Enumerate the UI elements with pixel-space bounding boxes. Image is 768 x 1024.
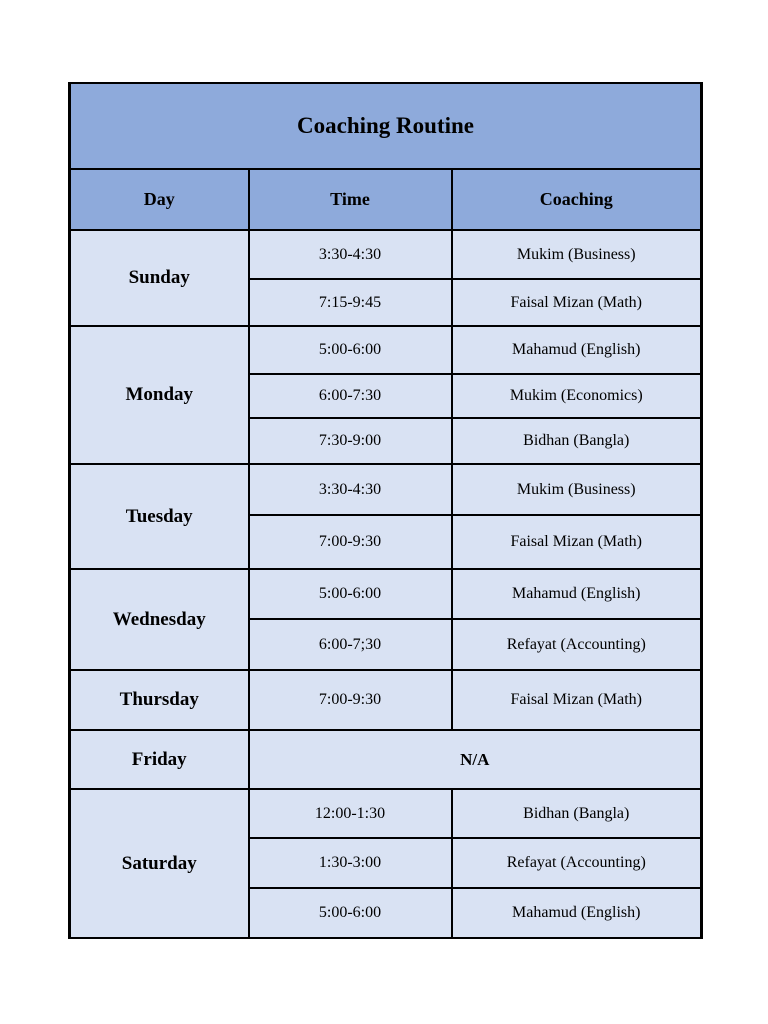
na-cell: N/A <box>249 730 702 789</box>
column-header-coaching: Coaching <box>452 169 702 230</box>
header-row <box>70 169 702 230</box>
time-cell: 3:30-4:30 <box>249 230 452 279</box>
time-cell: 7:00-9:30 <box>249 515 452 569</box>
coaching-cell: Mahamud (English) <box>452 569 702 619</box>
day-thursday: Thursday <box>70 670 249 730</box>
day-sunday: Sunday <box>70 230 249 326</box>
column-header-day: Day <box>70 169 249 230</box>
column-header-time: Time <box>249 169 452 230</box>
time-cell: 5:00-6:00 <box>249 326 452 374</box>
coaching-cell: Faisal Mizan (Math) <box>452 279 702 326</box>
table-row <box>70 670 702 730</box>
coaching-cell: Mukim (Business) <box>452 464 702 515</box>
coaching-routine-table <box>68 82 703 939</box>
coaching-cell: Faisal Mizan (Math) <box>452 515 702 569</box>
time-cell: 1:30-3:00 <box>249 838 452 888</box>
table-title: Coaching Routine <box>70 83 702 169</box>
time-cell: 12:00-1:30 <box>249 789 452 838</box>
day-wednesday: Wednesday <box>70 569 249 670</box>
coaching-cell: Refayat (Accounting) <box>452 838 702 888</box>
time-cell: 7:00-9:30 <box>249 670 452 730</box>
coaching-cell: Refayat (Accounting) <box>452 619 702 670</box>
time-cell: 6:00-7;30 <box>249 619 452 670</box>
coaching-cell: Bidhan (Bangla) <box>452 789 702 838</box>
day-tuesday: Tuesday <box>70 464 249 569</box>
coaching-cell: Mahamud (English) <box>452 326 702 374</box>
coaching-cell: Mukim (Business) <box>452 230 702 279</box>
table-row <box>70 730 702 789</box>
time-cell: 5:00-6:00 <box>249 569 452 619</box>
table-row <box>70 464 702 515</box>
time-cell: 5:00-6:00 <box>249 888 452 938</box>
coaching-cell: Bidhan (Bangla) <box>452 418 702 464</box>
day-saturday: Saturday <box>70 789 249 938</box>
time-cell: 3:30-4:30 <box>249 464 452 515</box>
table-row <box>70 230 702 279</box>
time-cell: 6:00-7:30 <box>249 374 452 418</box>
time-cell: 7:30-9:00 <box>249 418 452 464</box>
coaching-cell: Mahamud (English) <box>452 888 702 938</box>
coaching-cell: Faisal Mizan (Math) <box>452 670 702 730</box>
table-row <box>70 569 702 619</box>
table-row <box>70 789 702 838</box>
table-row <box>70 326 702 374</box>
day-monday: Monday <box>70 326 249 464</box>
time-cell: 7:15-9:45 <box>249 279 452 326</box>
title-row <box>70 83 702 169</box>
day-friday: Friday <box>70 730 249 789</box>
coaching-cell: Mukim (Economics) <box>452 374 702 418</box>
